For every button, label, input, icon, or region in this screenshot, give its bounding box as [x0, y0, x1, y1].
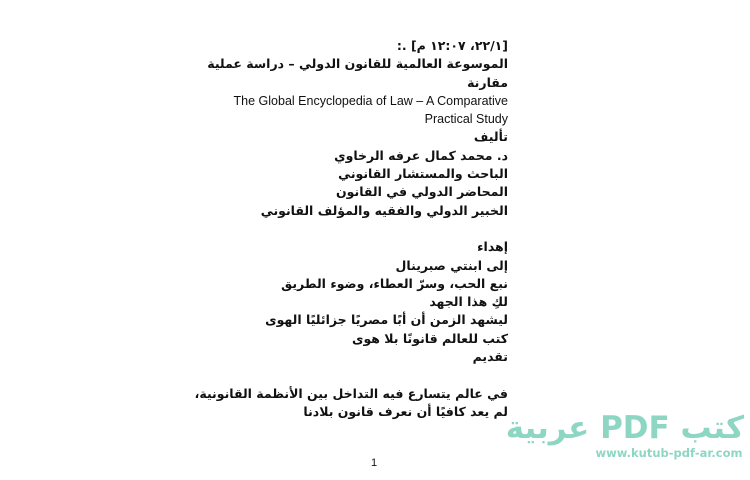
- paragraph-gap: [218, 366, 508, 384]
- introduction-heading: تقديم: [472, 349, 508, 365]
- document-body: [194, 37, 508, 421]
- dedication-line-3: لكِ هذا الجهد: [429, 294, 508, 310]
- dedication-line-5: كتب للعالم قانونًا بلا هوى: [352, 330, 508, 346]
- paragraph-gap: [218, 220, 508, 238]
- author-name: د. محمد كمال عرفه الرخاوي: [334, 147, 508, 163]
- author-role-1: الباحث والمستشار القانوني: [338, 166, 508, 182]
- author-role-2: المحاضر الدولي في القانون: [336, 184, 508, 200]
- title-arabic-line-1: الموسوعة العالمية للقانون الدولي – دراسة عملية: [207, 56, 508, 72]
- title-english-line-2: Practical Study: [424, 112, 508, 127]
- introduction-line-2: لم يعد كافيًا أن نعرف قانون بلادنا: [303, 403, 508, 419]
- title-arabic-line-2: مقارنة: [467, 74, 508, 90]
- author-role-3: الخبير الدولي والفقيه والمؤلف القانوني: [260, 202, 508, 218]
- dedication-line-4: ليشهد الزمن أن أبًا مصريًا جزائليًا الهوى: [265, 312, 508, 328]
- dedication-line-2: نبع الحب، وسرّ العطاء، وضوء الطريق: [281, 275, 508, 291]
- header-date: [٢٢/١، ١٢:٠٧ م] .:: [396, 38, 508, 53]
- watermark-title: كتب PDF عربية: [505, 410, 744, 446]
- dedication-line-1: إلى ابنتي صبرينال: [395, 257, 508, 273]
- authorship-heading: تأليف: [473, 129, 508, 145]
- page-number: 1: [371, 457, 378, 469]
- introduction-line-1: في عالم يتسارع فيه التداخل بين الأنظمة القانونية،: [194, 385, 508, 401]
- title-english-line-1: The Global Encyclopedia of Law – A Comparative: [233, 93, 508, 108]
- watermark-logo: [505, 410, 744, 460]
- watermark-url: www.kutub-pdf-ar.com: [595, 446, 743, 460]
- dedication-heading: إهداء: [477, 239, 508, 255]
